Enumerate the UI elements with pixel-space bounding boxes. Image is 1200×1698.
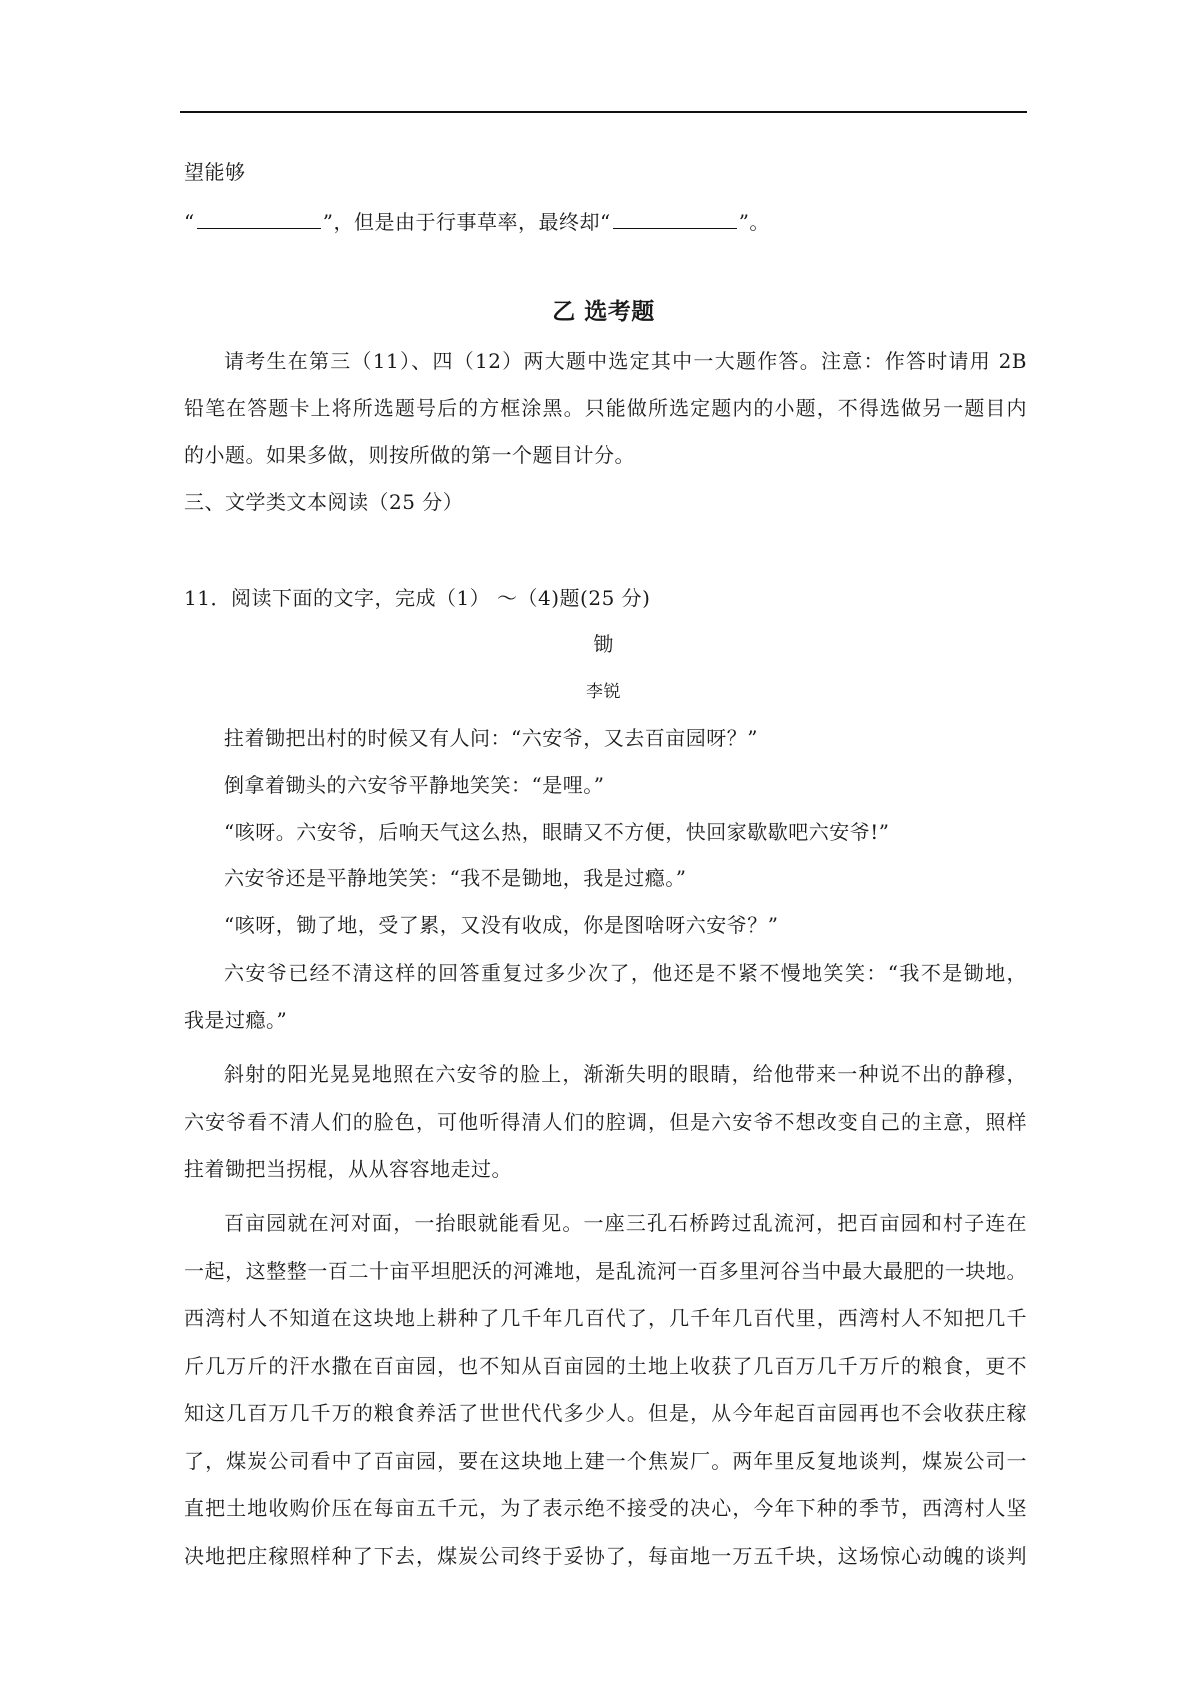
story-line: 西湾村人不知道在这块地上耕种了几千年几百代了，几千年几百代里，西湾村人不知把几千 xyxy=(184,1306,1027,1330)
story-line: 斤几万斤的汗水撒在百亩园，也不知从百亩园的土地上收获了几百万几千万斤的粮食，更不 xyxy=(184,1354,1027,1378)
story-author: 李锐 xyxy=(586,682,621,702)
story-line: 拄着锄把出村的时候又有人问：“六安爷，又去百亩园呀？” xyxy=(224,726,758,750)
section-title: 乙 选考题 xyxy=(552,299,655,325)
story-line: 六安爷看不清人们的脸色，可他听得清人们的腔调，但是六安爷不想改变自己的主意，照样 xyxy=(184,1110,1027,1134)
story-line: 倒拿着锄头的六安爷平静地笑笑：“是哩。” xyxy=(224,773,605,797)
quote-middle: ”，但是由于行事草率，最终却“ xyxy=(322,210,611,234)
story-line: 知这几百万几千万的粮食养活了世世代代多少人。但是，从今年起百亩园再也不会收获庄稼 xyxy=(184,1401,1027,1425)
story-line: 一起，这整整一百二十亩平坦肥沃的河滩地，是乱流河一百多里河谷当中最大最肥的一块地。 xyxy=(184,1259,1027,1283)
story-line: “咳呀。六安爷，后响天气这么热，眼睛又不方便，快回家歇歇吧六安爷!” xyxy=(224,820,890,844)
story-line: 决地把庄稼照样种了下去，煤炭公司终于妥协了，每亩地一万五千块，这场惊心动魄的谈判 xyxy=(184,1544,1027,1568)
story-line: 百亩园就在河对面，一抬眼就能看见。一座三孔石桥跨过乱流河，把百亩园和村子连在 xyxy=(224,1211,1027,1235)
instruction-line-3: 的小题。如果多做，则按所做的第一个题目计分。 xyxy=(184,443,635,467)
story-line: 六安爷已经不清这样的回答重复过多少次了，他还是不紧不慢地笑笑：“我不是锄地， xyxy=(224,961,1027,985)
quote-open: “ xyxy=(184,210,195,234)
story-line: “咳呀，锄了地，受了累，又没有收成，你是图啥呀六安爷？” xyxy=(224,913,779,937)
story-line: 我是过瘾。” xyxy=(184,1008,288,1032)
story-title: 锄 xyxy=(593,632,614,656)
story-line: 斜射的阳光晃晃地照在六安爷的脸上，渐渐失明的眼睛，给他带来一种说不出的静穆， xyxy=(224,1062,1027,1086)
instruction-line-1: 请考生在第三（11）、四（12）两大题中选定其中一大题作答。注意：作答时请用 2B xyxy=(224,349,1027,373)
question-line: 11．阅读下面的文字，完成（1） ～（4)题(25 分) xyxy=(184,586,651,610)
story-line: 六安爷还是平静地笑笑：“我不是锄地，我是过瘾。” xyxy=(224,866,687,890)
answer-blank-1[interactable] xyxy=(197,206,321,229)
instruction-line-2: 铅笔在答题卡上将所选题号后的方框涂黑。只能做所选定题内的小题，不得选做另一题目内 xyxy=(184,396,1027,420)
story-line: 了，煤炭公司看中了百亩园，要在这块地上建一个焦炭厂。两年里反复地谈判，煤炭公司一 xyxy=(184,1449,1027,1473)
quote-close: ”。 xyxy=(738,210,770,234)
answer-blank-2[interactable] xyxy=(613,206,737,229)
story-line: 拄着锄把当拐棍，从从容容地走过。 xyxy=(184,1157,512,1181)
continuation-line-1: 望能够 xyxy=(184,160,246,184)
part-heading: 三、文学类文本阅读（25 分） xyxy=(184,490,464,514)
fill-in-blank-line xyxy=(184,206,1027,236)
header-rule xyxy=(180,111,1027,113)
story-line: 直把土地收购价压在每亩五千元，为了表示绝不接受的决心，今年下种的季节，西湾村人坚 xyxy=(184,1496,1027,1520)
